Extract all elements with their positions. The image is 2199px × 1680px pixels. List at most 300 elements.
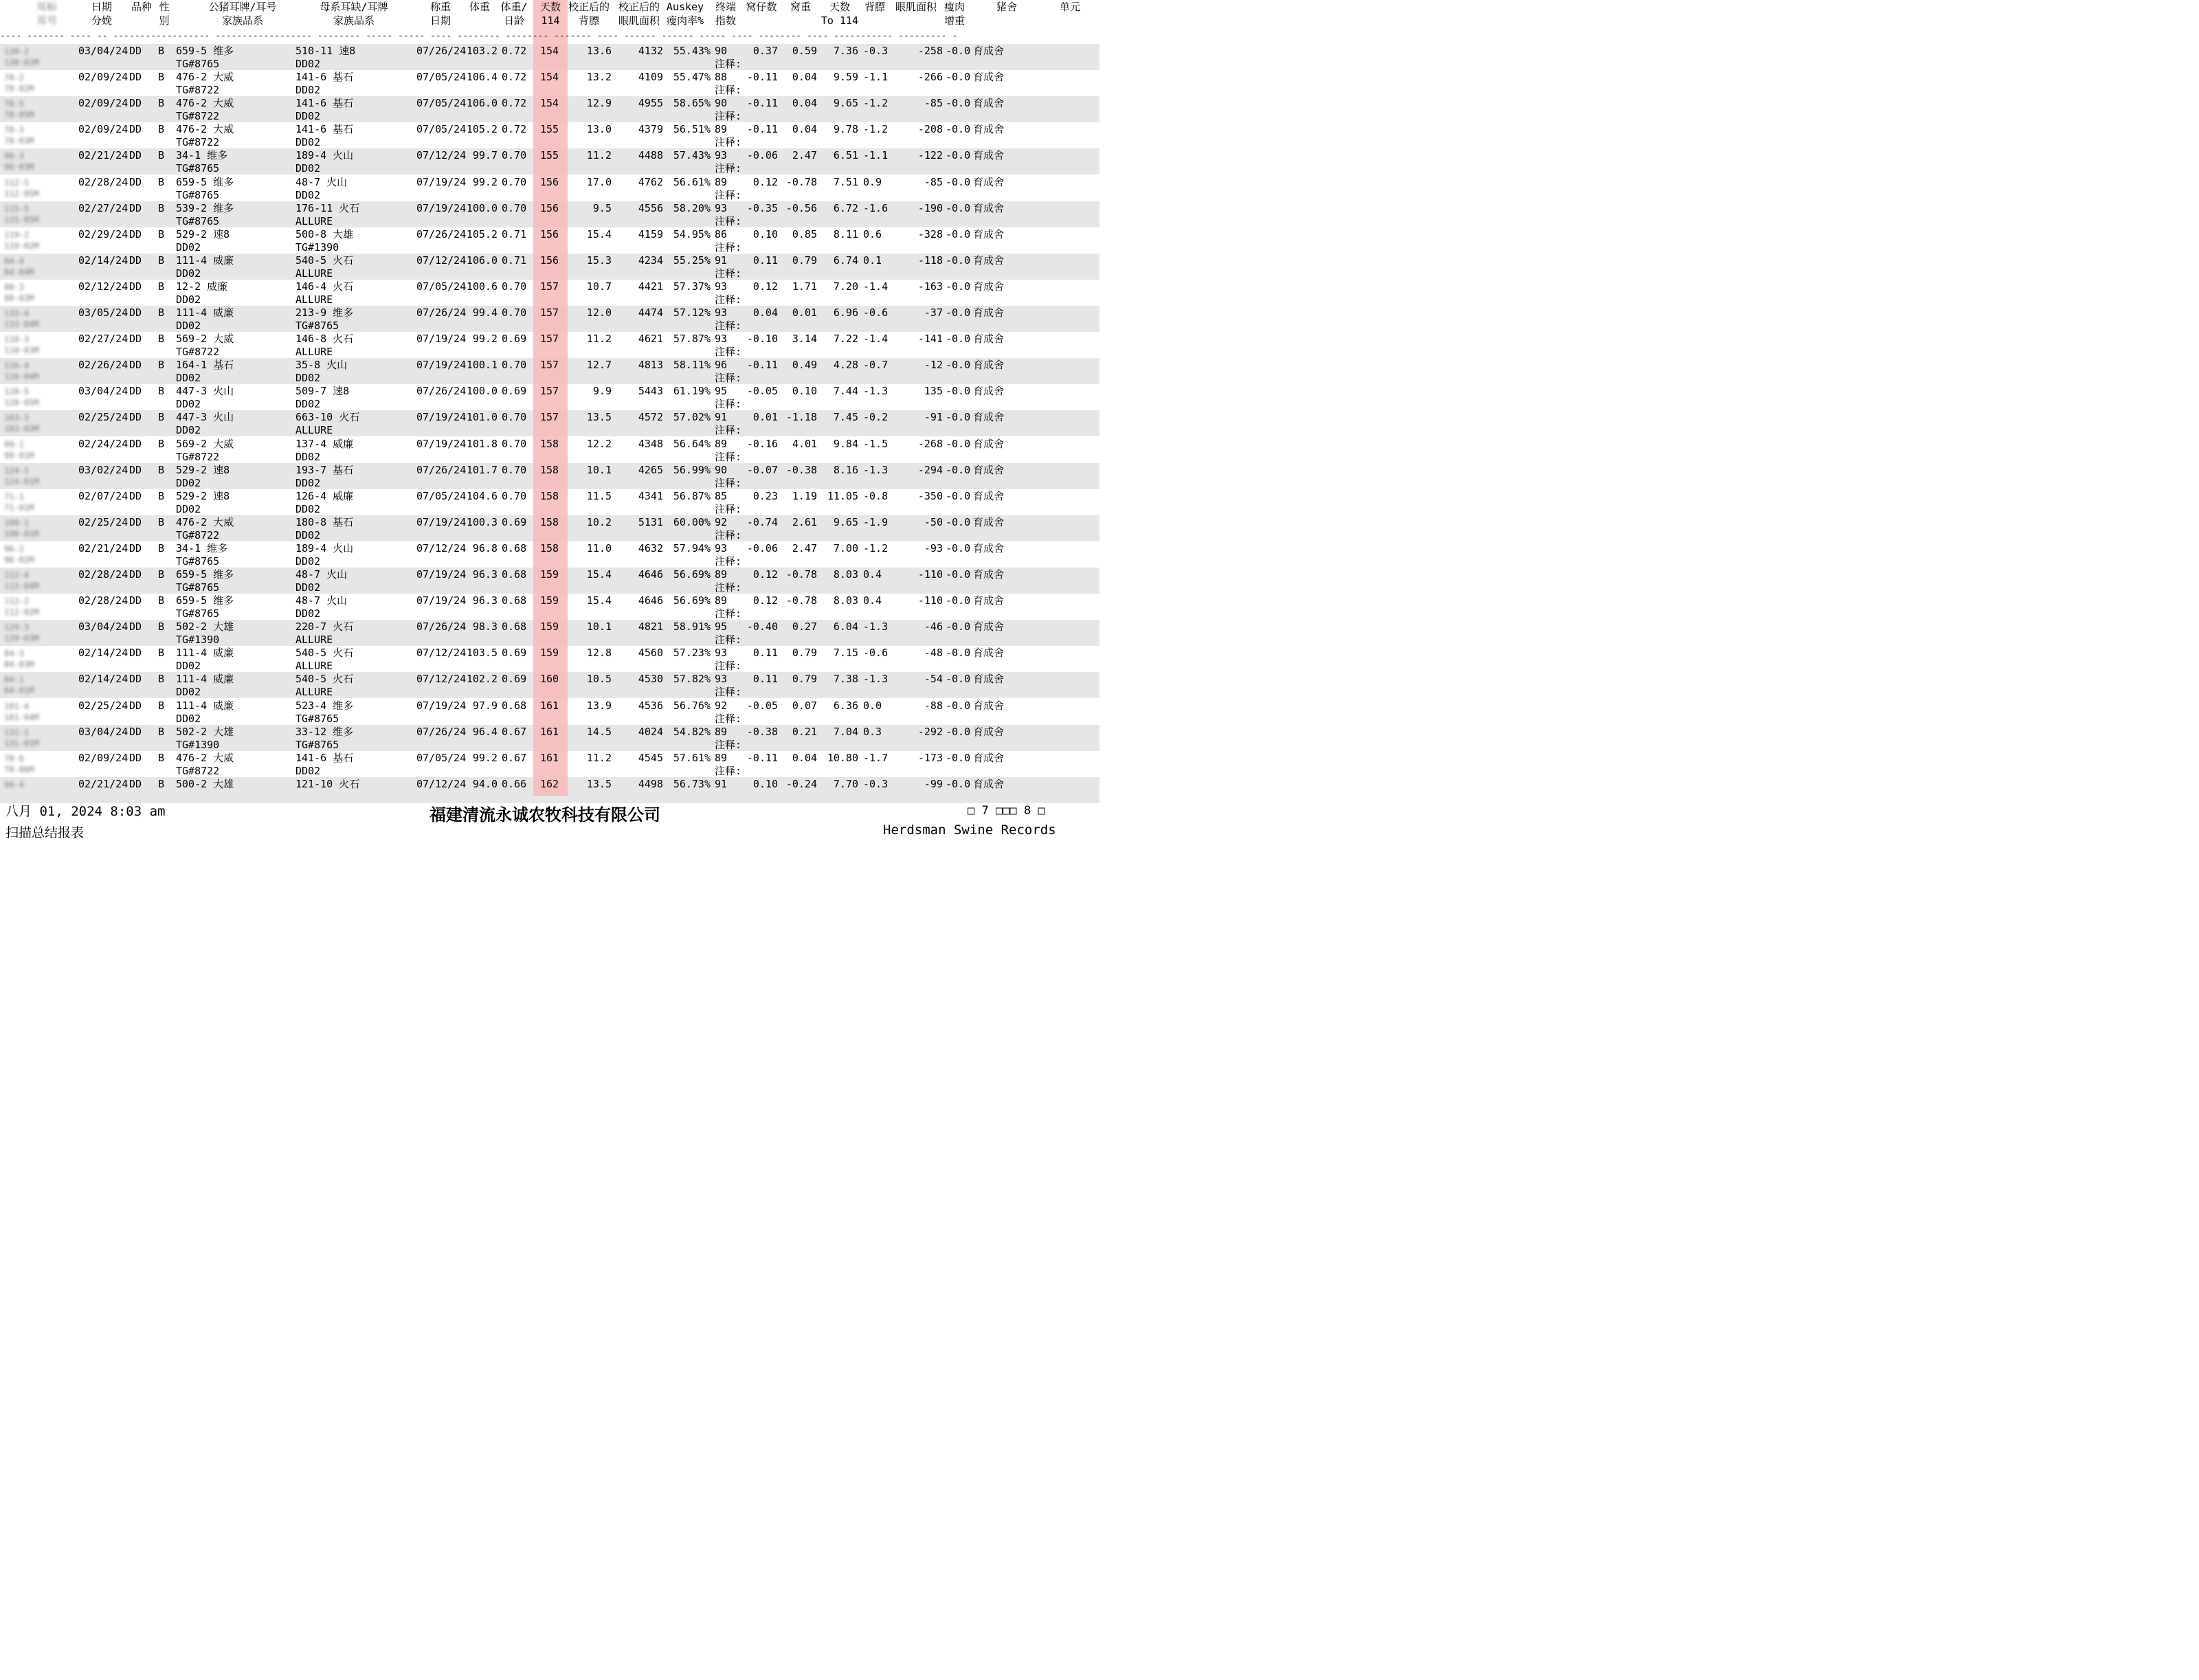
cell-gain: -0.0	[946, 280, 971, 293]
cell-lea: 4646	[638, 594, 663, 607]
cell-wtage: 0.69	[502, 515, 527, 528]
cell-dam-line: DD02	[295, 502, 321, 515]
cell-to114: 8.03	[833, 594, 858, 607]
cell-lead: -208	[917, 123, 943, 136]
ear-tag-blurred	[4, 386, 47, 410]
cell-lea: 4955	[638, 97, 663, 110]
cell-litno: 0.12	[752, 175, 778, 188]
cell-dam: 523-4 维多	[295, 699, 354, 712]
cell-bfd: -1.4	[863, 333, 889, 346]
cell-barn: 育成舍	[973, 568, 1005, 581]
ear-tag: 119-2	[4, 229, 30, 240]
cell-to114: 7.44	[833, 385, 858, 398]
ear-tag-id: 78-06M	[4, 764, 34, 774]
cell-bf: 15.4	[586, 594, 612, 607]
note-label: 注释:	[715, 528, 742, 541]
note-label: 注释:	[715, 712, 742, 725]
cell-litwt: 3.14	[792, 333, 817, 346]
cell-lead: -54	[924, 673, 943, 686]
cell-sire-line: TG#8722	[176, 84, 220, 97]
cell-breed: DD	[129, 359, 142, 372]
cell-lean: 57.12%	[673, 306, 711, 319]
cell-bfd: 0.9	[863, 175, 882, 188]
cell-gain: -0.0	[946, 175, 971, 188]
cell-bf: 17.0	[586, 175, 612, 188]
cell-litno: -0.05	[746, 699, 778, 712]
table-row	[0, 149, 1100, 175]
cell-wdate: 07/26/24	[416, 45, 467, 57]
cell-lea: 4379	[638, 123, 663, 136]
cell-lead: -37	[924, 306, 943, 319]
header-line-2: 猪舍	[996, 1, 1017, 13]
ear-tag-blurred	[4, 412, 47, 436]
ear-tag: 96-2	[4, 544, 24, 554]
cell-gain: -0.0	[946, 568, 971, 581]
cell-weight: 99.2	[472, 333, 498, 346]
cell-to114: 8.16	[833, 463, 858, 476]
cell-dam: 213-9 维多	[295, 306, 354, 319]
cell-index: 93	[715, 201, 728, 214]
cell-date: 02/27/24	[78, 201, 129, 214]
cell-barn: 育成舍	[973, 97, 1005, 110]
cell-litno: 0.12	[752, 280, 778, 293]
cell-sex: B	[158, 515, 165, 528]
cell-sex: B	[158, 254, 165, 267]
cell-barn: 育成舍	[973, 45, 1005, 57]
cell-litwt: 0.04	[792, 123, 817, 136]
cell-dam: 33-12 维多	[295, 725, 354, 738]
note-label: 注释:	[715, 502, 742, 515]
cell-lea: 4421	[638, 280, 663, 293]
cell-lean: 56.51%	[673, 123, 711, 136]
header-lean-gain	[941, 0, 968, 29]
cell-breed: DD	[129, 149, 142, 162]
note-label: 注释:	[715, 162, 742, 175]
note-label: 注释:	[715, 450, 742, 463]
ear-tag-id: 129-03M	[4, 634, 39, 644]
cell-barn: 育成舍	[973, 385, 1005, 398]
cell-barn: 育成舍	[973, 541, 1005, 555]
cell-weight: 97.9	[472, 699, 498, 712]
cell-weight: 103.5	[466, 647, 498, 660]
cell-bfd: -0.3	[863, 45, 889, 57]
header-weight	[462, 0, 497, 29]
cell-bfd: -1.5	[863, 437, 889, 450]
cell-sire-line: TG#8722	[176, 528, 220, 541]
cell-lean: 60.00%	[673, 515, 711, 528]
cell-gain: -0.0	[946, 123, 971, 136]
cell-wdate: 07/19/24	[416, 699, 467, 712]
header-line-2: 窝仔数	[746, 1, 777, 13]
ear-tag-id: 71-01M	[4, 502, 34, 513]
cell-barn: 育成舍	[973, 620, 1005, 634]
cell-days: 157	[540, 359, 559, 372]
cell-to114: 9.65	[833, 97, 858, 110]
header-litter-wt	[783, 0, 818, 29]
ear-tag-blurred	[4, 596, 47, 619]
cell-dam: 176-11 火石	[295, 201, 360, 214]
cell-wtage: 0.67	[502, 751, 527, 764]
cell-breed: DD	[129, 594, 142, 607]
cell-index: 89	[715, 437, 728, 450]
cell-bfd: -1.2	[863, 541, 889, 555]
ear-tag: 130-2	[4, 47, 30, 56]
cell-sire-line: TG#8722	[176, 450, 220, 463]
cell-wtage: 0.70	[502, 359, 527, 372]
cell-lea: 4762	[638, 175, 663, 188]
header-weigh-date	[416, 0, 465, 29]
cell-lea: 4572	[638, 411, 663, 424]
cell-sex: B	[158, 280, 165, 293]
cell-days: 158	[540, 463, 559, 476]
cell-weight: 98.3	[472, 620, 498, 634]
cell-gain: -0.0	[946, 620, 971, 634]
cell-to114: 9.59	[833, 71, 858, 84]
cell-lead: -258	[917, 45, 943, 57]
cell-wtage: 0.70	[502, 411, 527, 424]
cell-dam-line: ALLURE	[295, 267, 333, 280]
header-line-2: 瘦肉率%	[666, 14, 704, 27]
cell-litwt: 0.79	[792, 673, 817, 686]
cell-bfd: 0.1	[863, 254, 882, 267]
cell-wtage: 0.72	[502, 45, 527, 57]
header-line-2: 家族品系	[333, 14, 375, 27]
ear-tag-blurred	[4, 177, 47, 201]
cell-bf: 13.5	[586, 777, 612, 790]
cell-litno: -0.11	[746, 97, 778, 110]
ear-tag-id: 110-03M	[4, 346, 39, 356]
cell-lean: 56.61%	[673, 175, 711, 188]
cell-litwt: 0.04	[792, 71, 817, 84]
cell-wdate: 07/05/24	[416, 280, 467, 293]
cell-dam-line: DD02	[295, 84, 321, 97]
ear-tag-blurred	[4, 46, 47, 69]
note-label: 注释:	[715, 581, 742, 594]
cell-breed: DD	[129, 306, 142, 319]
note-label: 注释:	[715, 738, 742, 751]
cell-date: 03/04/24	[78, 620, 129, 634]
header-line-2: 品种	[131, 1, 152, 13]
cell-lea: 4132	[638, 45, 663, 57]
table-row	[0, 228, 1100, 254]
cell-lead: 135	[924, 385, 943, 398]
cell-barn: 育成舍	[973, 333, 1005, 346]
cell-sire-line	[176, 791, 286, 804]
cell-dam: 146-8 火石	[295, 333, 354, 346]
cell-dam: 189-4 火山	[295, 541, 354, 555]
cell-bfd: -1.4	[863, 280, 889, 293]
cell-sire: 529-2 速8	[176, 227, 230, 240]
cell-to114: 6.04	[833, 620, 858, 634]
cell-litno: -0.07	[746, 463, 778, 476]
cell-index: 93	[715, 280, 728, 293]
header-line-1: 天数	[829, 1, 850, 13]
cell-wdate: 07/19/24	[416, 201, 467, 214]
cell-dam-line: DD02	[295, 136, 321, 149]
cell-lea: 4536	[638, 699, 663, 712]
cell-sire: 529-2 速8	[176, 489, 230, 502]
cell-wtage: 0.69	[502, 333, 527, 346]
ear-tag-blurred	[4, 72, 47, 96]
cell-barn: 育成舍	[973, 123, 1005, 136]
ear-tag-blurred	[4, 753, 47, 776]
table-row	[0, 516, 1100, 542]
cell-date: 02/28/24	[78, 594, 129, 607]
cell-date: 02/09/24	[78, 123, 129, 136]
cell-gain: -0.0	[946, 594, 971, 607]
note-label: 注释:	[715, 555, 742, 568]
cell-litno: 0.10	[752, 227, 778, 240]
cell-bf: 9.5	[592, 201, 612, 214]
cell-litno: 0.01	[752, 411, 778, 424]
cell-dam-line: DD02	[295, 555, 321, 568]
cell-gain: -0.0	[946, 673, 971, 686]
cell-date: 03/02/24	[78, 463, 129, 476]
cell-lean: 54.82%	[673, 725, 711, 738]
cell-sire-line: TG#8765	[176, 162, 220, 175]
cell-days: 157	[540, 333, 559, 346]
cell-wtage: 0.68	[502, 620, 527, 634]
ear-tag: 128-5	[4, 387, 30, 397]
cell-weight: 96.8	[472, 541, 498, 555]
cell-sex: B	[158, 751, 165, 764]
cell-bfd: 0.4	[863, 568, 882, 581]
cell-to114: 7.22	[833, 333, 858, 346]
cell-dam: 510-11 速8	[295, 45, 356, 57]
ear-tag: 112-5	[4, 177, 30, 188]
ear-tag-blurred	[4, 124, 47, 148]
cell-dam-line: DD02	[295, 372, 321, 385]
cell-gain: -0.0	[946, 777, 971, 790]
cell-lea: 4488	[638, 149, 663, 162]
cell-bfd: -1.6	[863, 201, 889, 214]
cell-date: 02/21/24	[78, 777, 129, 790]
cell-litno: -0.35	[746, 201, 778, 214]
cell-lean: 57.37%	[673, 280, 711, 293]
ear-tag: 129-3	[4, 623, 30, 633]
ear-tag-blurred	[4, 674, 47, 697]
cell-days: 156	[540, 227, 559, 240]
note-label: 注释:	[715, 660, 742, 673]
cell-weight: 105.2	[466, 123, 498, 136]
cell-gain: -0.0	[946, 699, 971, 712]
table-row	[0, 778, 1100, 804]
cell-bf: 12.0	[586, 306, 612, 319]
table-row	[0, 490, 1100, 516]
ear-tag-id: 96-03M	[4, 162, 34, 172]
cell-bf: 12.8	[586, 647, 612, 660]
cell-bf: 10.1	[586, 620, 612, 634]
cell-sex: B	[158, 123, 165, 136]
ear-tag-blurred	[4, 465, 47, 489]
cell-days: 158	[540, 437, 559, 450]
cell-lea: 4265	[638, 463, 663, 476]
header-line-2: 114	[541, 14, 560, 27]
table-row	[0, 464, 1100, 490]
header-line-2: 增重	[944, 14, 965, 27]
cell-index: 93	[715, 673, 728, 686]
cell-litwt: -0.24	[785, 777, 817, 790]
cell-wdate: 07/19/24	[416, 437, 467, 450]
cell-index: 90	[715, 463, 728, 476]
cell-lean: 61.19%	[673, 385, 711, 398]
cell-barn: 育成舍	[973, 699, 1005, 712]
ear-tag-id: 128-05M	[4, 398, 39, 408]
cell-days: 159	[540, 620, 559, 634]
cell-bf: 10.2	[586, 515, 612, 528]
cell-sex: B	[158, 201, 165, 214]
cell-dam-line: ALLURE	[295, 424, 333, 437]
cell-lead: -294	[917, 463, 943, 476]
ear-tag-blurred	[4, 517, 47, 541]
cell-bf: 10.5	[586, 673, 612, 686]
cell-wtage: 0.72	[502, 123, 527, 136]
cell-to114: 6.74	[833, 254, 858, 267]
cell-bfd: -1.3	[863, 673, 889, 686]
cell-sire-line: DD02	[176, 660, 201, 673]
table-row	[0, 594, 1100, 620]
cell-lead: -91	[924, 411, 943, 424]
cell-litno: -0.16	[746, 437, 778, 450]
cell-dam: 121-10 火石	[295, 777, 360, 790]
cell-wtage: 0.71	[502, 254, 527, 267]
cell-index: 90	[715, 45, 728, 57]
cell-to114: 4.28	[833, 359, 858, 372]
cell-dam-line: DD02	[295, 607, 321, 620]
ear-tag: 110-3	[4, 335, 30, 345]
table-row	[0, 202, 1100, 228]
cell-litwt: 2.47	[792, 541, 817, 555]
header-litter-no	[741, 0, 782, 29]
cell-weight: 96.3	[472, 568, 498, 581]
header-ear-tag	[23, 0, 71, 29]
cell-sex: B	[158, 725, 165, 738]
header-line-2: 指数	[715, 14, 736, 27]
cell-weight: 99.2	[472, 175, 498, 188]
header-line-1: 校正后的	[568, 1, 610, 13]
ear-tag: 96-3	[4, 151, 24, 161]
ear-tag: 115-5	[4, 203, 30, 214]
cell-days: 154	[540, 45, 559, 57]
cell-bfd: -1.1	[863, 71, 889, 84]
cell-dam: 126-4 威廉	[295, 489, 354, 502]
cell-litno: 0.11	[752, 673, 778, 686]
cell-lead: -110	[917, 594, 943, 607]
ear-tag-blurred	[4, 491, 47, 515]
cell-date: 02/07/24	[78, 489, 129, 502]
cell-sire-line: TG#1390	[176, 634, 220, 647]
cell-sire-line: DD02	[176, 372, 201, 385]
cell-to114: 9.65	[833, 515, 858, 528]
cell-sire-line: TG#8765	[176, 58, 220, 70]
cell-sex: B	[158, 71, 165, 84]
cell-lean: 57.82%	[673, 673, 711, 686]
header-line-1: 校正后的	[618, 1, 660, 13]
cell-breed: DD	[129, 123, 142, 136]
ear-tag: 84-4	[4, 256, 24, 266]
header-wt-age	[497, 0, 531, 29]
cell-bfd: -1.1	[863, 149, 889, 162]
cell-days: 162	[540, 777, 559, 790]
cell-litwt: -0.78	[785, 568, 817, 581]
cell-sire: 111-4 威廉	[176, 306, 234, 319]
cell-sire-line: DD02	[176, 686, 201, 699]
cell-bfd: -0.6	[863, 647, 889, 660]
note-label: 注释:	[715, 110, 742, 123]
cell-sex: B	[158, 489, 165, 502]
ear-tag: 100-1	[4, 517, 30, 528]
cell-index: 89	[715, 175, 728, 188]
cell-to114: 6.96	[833, 306, 858, 319]
cell-days: 156	[540, 175, 559, 188]
cell-sire: 476-2 大威	[176, 71, 234, 84]
header-line-2: 分娩	[91, 14, 112, 27]
cell-barn: 育成舍	[973, 359, 1005, 372]
cell-date: 02/09/24	[78, 97, 129, 110]
cell-lead: -328	[917, 227, 943, 240]
cell-lead: -163	[917, 280, 943, 293]
header-barn	[986, 0, 1027, 29]
cell-dam-line: TG#8765	[295, 738, 339, 751]
ear-tag-id: 101-04M	[4, 712, 39, 722]
header-line-2: 日龄	[503, 14, 524, 27]
cell-sire-line: DD02	[176, 267, 201, 280]
header-days-to114	[819, 0, 860, 29]
cell-sire-line: TG#8765	[176, 581, 220, 594]
cell-litno: 0.23	[752, 489, 778, 502]
print-datetime: 八月 01, 2024 8:03 am	[5, 804, 166, 819]
cell-barn: 育成舍	[973, 489, 1005, 502]
cell-dam: 540-5 火石	[295, 647, 354, 660]
cell-bf: 13.9	[586, 699, 612, 712]
ear-tag-id: 133-04M	[4, 320, 39, 329]
cell-gain: -0.0	[946, 333, 971, 346]
cell-days: 158	[540, 489, 559, 502]
cell-to114: 7.04	[833, 725, 858, 738]
cell-weight: 106.0	[466, 97, 498, 110]
cell-sex: B	[158, 411, 165, 424]
company-name: 福建清流永诚农牧科技有限公司	[429, 805, 660, 825]
table-row	[0, 333, 1100, 359]
cell-bf: 13.6	[586, 45, 612, 57]
cell-sire: 569-2 大威	[176, 333, 234, 346]
cell-to114: 7.45	[833, 411, 858, 424]
table-row	[0, 438, 1100, 464]
cell-wtage: 0.70	[502, 175, 527, 188]
cell-bfd: -1.3	[863, 463, 889, 476]
cell-index: 91	[715, 411, 728, 424]
cell-sire-line: TG#8765	[176, 214, 220, 227]
cell-lea: 4498	[638, 777, 663, 790]
ear-tag-blurred	[4, 203, 47, 227]
header-lea	[889, 0, 944, 29]
cell-lea: 4646	[638, 568, 663, 581]
cell-to114: 8.11	[833, 227, 858, 240]
cell-sex: B	[158, 385, 165, 398]
ear-tag-blurred	[4, 308, 47, 331]
cell-wtage: 0.68	[502, 568, 527, 581]
cell-dam-line: DD02	[295, 188, 321, 201]
cell-bf: 12.2	[586, 437, 612, 450]
cell-bfd: -1.3	[863, 385, 889, 398]
ear-tag-blurred	[4, 256, 47, 279]
cell-sire: 111-4 威廉	[176, 699, 234, 712]
cell-bf: 12.7	[586, 359, 612, 372]
cell-breed: DD	[129, 725, 142, 738]
cell-wdate: 07/19/24	[416, 333, 467, 346]
report-sheet	[0, 0, 1100, 840]
cell-sire-line: DD02	[176, 502, 201, 515]
